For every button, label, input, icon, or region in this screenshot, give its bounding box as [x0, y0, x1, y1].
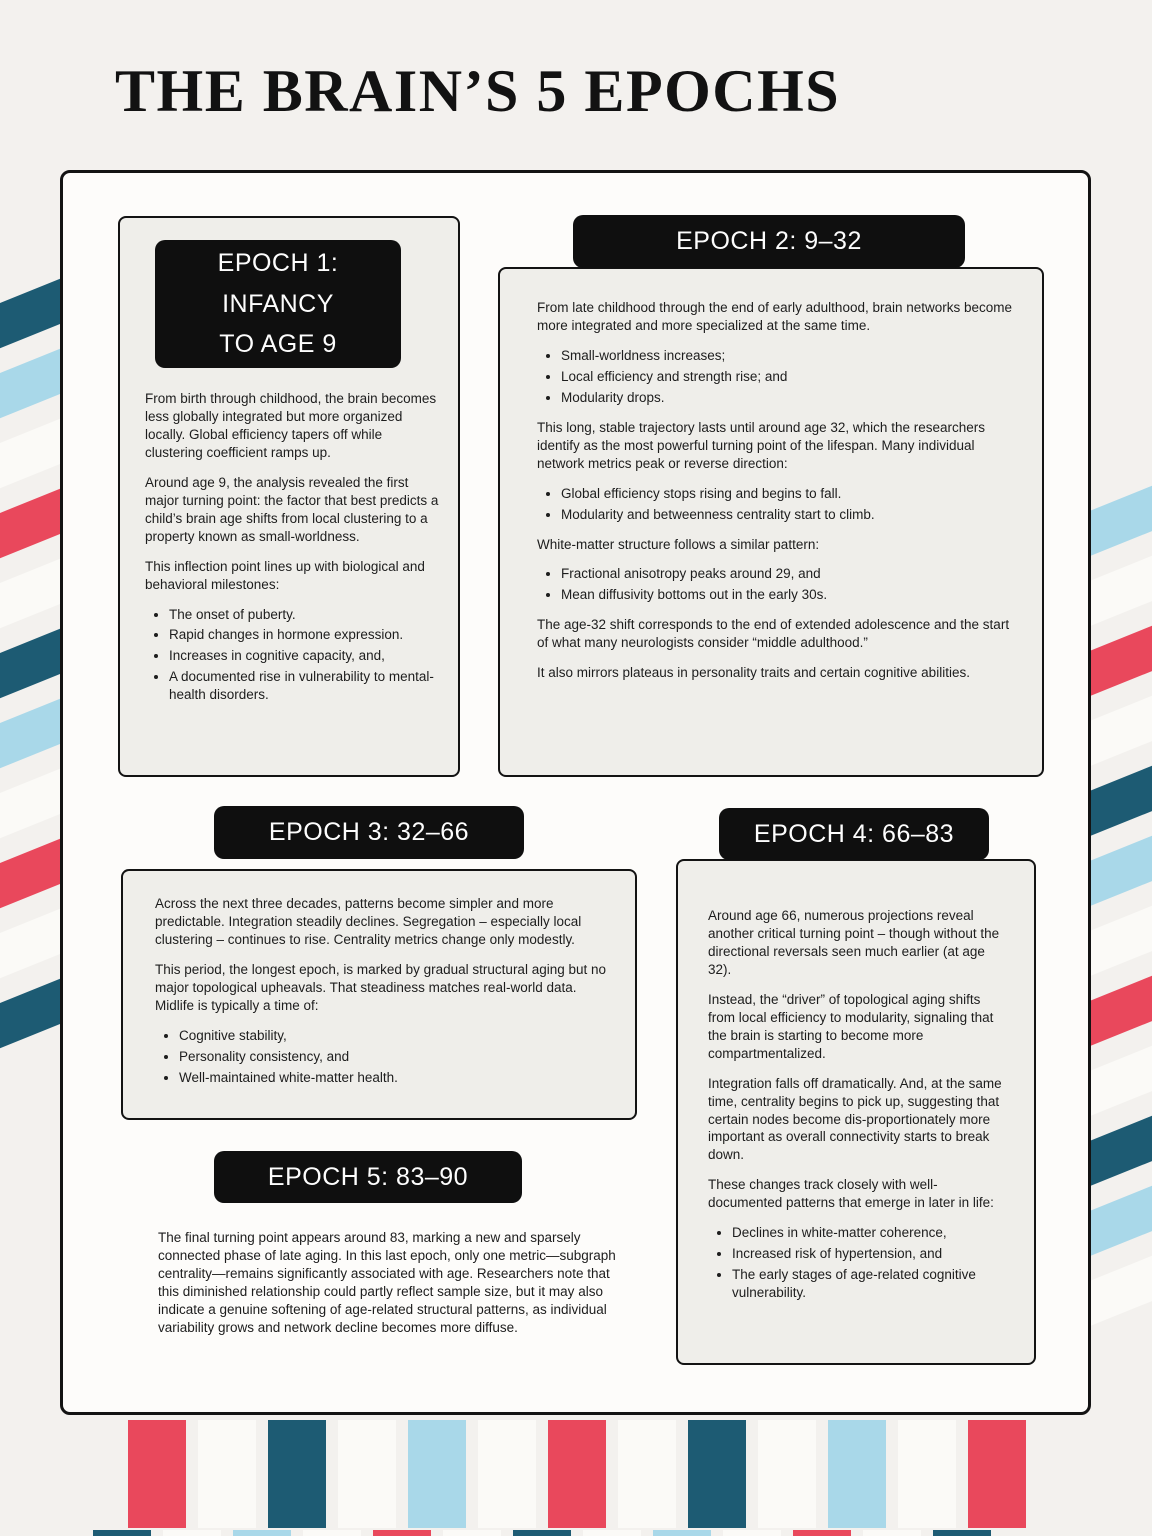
list-item: • Well-maintained white-matter health.	[179, 1069, 617, 1087]
epoch-label-line: EPOCH 2: 9–32	[676, 227, 862, 255]
red-stripe	[128, 1420, 186, 1528]
bullet-list	[155, 1027, 617, 1087]
red-stripe	[968, 1420, 1026, 1528]
white-stripe	[338, 1420, 396, 1528]
paragraph: These changes track closely with well-documented patterns that emerge in later in life:	[708, 1177, 994, 1211]
epoch-label-line: EPOCH 4: 66–83	[753, 819, 955, 848]
bottom-stripes	[128, 1420, 1026, 1528]
list-item: • Modularity drops.	[561, 389, 1017, 407]
paragraph: This long, stable trajectory lasts until around age 32, which the researchers identify as the most powerful turning point of the lifespan. Many individual network metrics peak or reverse direction:	[537, 419, 985, 471]
red-stripe	[373, 1530, 431, 1536]
epoch-label-line: INFANCY	[222, 289, 334, 318]
lightblue-stripe	[408, 1420, 466, 1528]
list-item: • Mean diffusivity bottoms out in the early 30s.	[561, 586, 1017, 604]
list-item: • Fractional anisotropy peaks around 29, and	[561, 565, 1017, 583]
paragraph: Around age 9, the analysis revealed the first major turning point: the factor that best predicts a child’s brain age shifts from local clustering to a property known as small-worldness.	[145, 474, 439, 544]
epoch-1-card	[118, 216, 460, 777]
epoch-5-body	[158, 1229, 630, 1349]
paragraph: The final turning point appears around 83, marking a new and sparsely connected phase of late aging. In this last epoch, only one metric—subgraph centrality—remains significantly associated with age. Researchers note that this diminished relationship could partly reflect sample size, but it may also indicate a genuine softening of age-related structural patterns, as individual variability grows and network decline becomes more diffuse.	[158, 1230, 616, 1335]
list-item: • A documented rise in vulnerability to mental-health disorders.	[169, 668, 443, 704]
white-stripe	[618, 1420, 676, 1528]
red-stripe	[548, 1420, 606, 1528]
list-item: • Rapid changes in hormone expression.	[169, 626, 443, 644]
white-stripe	[723, 1530, 781, 1536]
bottom-stripes-row2	[93, 1530, 991, 1536]
list-item: • Increased risk of hypertension, and	[732, 1245, 1011, 1263]
epoch-1-body	[145, 390, 443, 716]
epoch-label-line: TO AGE 9	[219, 330, 337, 359]
epoch-label-line: EPOCH 1:	[217, 249, 339, 278]
paragraph: This period, the longest epoch, is marked by gradual structural aging but no major topological upheavals. That steadiness matches real-world data. Midlife is typically a time of:	[155, 961, 607, 1013]
white-stripe	[863, 1530, 921, 1536]
lightblue-stripe	[828, 1420, 886, 1528]
white-stripe	[443, 1530, 501, 1536]
list-item: • Modularity and betweenness centrality start to climb.	[561, 506, 1017, 524]
list-item: • The onset of puberty.	[169, 606, 443, 624]
paragraph: Across the next three decades, patterns become simpler and more predictable. Integration steadily declines. Segregation – especially local clustering – continues to rise. Centrality metrics change only modestly.	[155, 896, 582, 947]
epoch-5-label	[214, 1151, 522, 1203]
white-stripe	[758, 1420, 816, 1528]
paragraph: It also mirrors plateaus in personality traits and certain cognitive abilities.	[537, 665, 970, 681]
teal-stripe	[688, 1420, 746, 1528]
list-item: • The early stages of age-related cognitive vulnerability.	[732, 1266, 1011, 1302]
teal-stripe	[93, 1530, 151, 1536]
paragraph: Around age 66, numerous projections reveal another critical turning point – though without the directional reversals seen much earlier (at age 32).	[708, 908, 1000, 977]
epoch-4-label	[719, 808, 989, 860]
bullet-list	[537, 485, 1017, 524]
white-stripe	[583, 1530, 641, 1536]
red-stripe	[793, 1530, 851, 1536]
epoch-2-card	[498, 267, 1044, 777]
list-item: • Small-worldness increases;	[561, 347, 1017, 365]
white-stripe	[163, 1530, 221, 1536]
lightblue-stripe	[233, 1530, 291, 1536]
bullet-list	[708, 1224, 1011, 1302]
teal-stripe	[933, 1530, 991, 1536]
epoch-2-body	[537, 299, 1017, 694]
paragraph: This inflection point lines up with biological and behavioral milestones:	[145, 558, 425, 592]
page-title: THE BRAIN’S 5 EPOCHS	[115, 58, 841, 124]
white-stripe	[898, 1420, 956, 1528]
list-item: • Global efficiency stops rising and begins to fall.	[561, 485, 1017, 503]
paragraph: White-matter structure follows a similar pattern:	[537, 536, 820, 552]
list-item: • Increases in cognitive capacity, and,	[169, 647, 443, 665]
epoch-3-body	[155, 895, 617, 1099]
list-item: • Local efficiency and strength rise; and	[561, 368, 1017, 386]
lightblue-stripe	[653, 1530, 711, 1536]
epoch-label-line: EPOCH 5: 83–90	[267, 1162, 469, 1191]
paragraph: From late childhood through the end of early adulthood, brain networks become more integrated and more specialized at the same time.	[537, 300, 1013, 333]
teal-stripe	[268, 1420, 326, 1528]
white-stripe	[478, 1420, 536, 1528]
list-item: • Declines in white-matter coherence,	[732, 1224, 1011, 1242]
paragraph: The age-32 shift corresponds to the end of extended adolescence and the start of what many neurologists consider “middle adulthood.”	[537, 617, 1010, 651]
paragraph: Integration falls off dramatically. And, at the same time, centrality begins to pick up, suggesting that certain nodes become dis-proportionately more important as overall connectivity starts to break down.	[708, 1075, 1002, 1163]
paragraph: From birth through childhood, the brain becomes less globally integrated but more organized locally. Global efficiency tapers off while clustering coefficient ramps up.	[145, 391, 437, 460]
epoch-4-body	[708, 907, 1011, 1314]
bullet-list	[145, 606, 443, 705]
epoch-label-line: EPOCH 3: 32–66	[268, 818, 470, 846]
list-item: • Personality consistency, and	[179, 1048, 617, 1066]
epoch-3-card	[121, 869, 637, 1120]
paragraph: Instead, the “driver” of topological aging shifts from local efficiency to modularity, signaling that the brain is starting to become more compartmentalized.	[708, 991, 994, 1061]
epoch-1-label	[155, 240, 401, 368]
epoch-4-card	[676, 859, 1036, 1365]
list-item: • Cognitive stability,	[179, 1027, 617, 1045]
white-stripe	[303, 1530, 361, 1536]
epoch-2-label	[573, 215, 965, 268]
bullet-list	[537, 565, 1017, 604]
content-panel	[60, 170, 1091, 1415]
bullet-list	[537, 347, 1017, 407]
epoch-3-label	[214, 806, 524, 859]
teal-stripe	[513, 1530, 571, 1536]
white-stripe	[198, 1420, 256, 1528]
